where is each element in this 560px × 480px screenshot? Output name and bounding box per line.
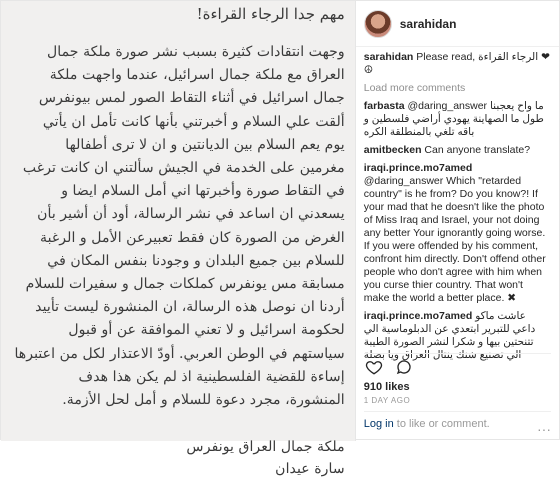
- comment-username[interactable]: sarahidan: [363, 51, 414, 63]
- note-signature: [15, 436, 345, 480]
- note-line: مسابقة مس يونفرس كملكات جمال و سفيرات للسلام: [25, 276, 345, 293]
- signature-line: ملكة جمال العراق يونفرس: [186, 439, 345, 456]
- comment-text: عاشت ماكو داعي للتبرير ابتعدي عن الدبلوماسية الي تتنحتين بيها و شكرا لنشر الصورة الطيبة الي تصنيع شنك ينتال العراق ويا بصلة: [363, 310, 536, 361]
- avatar[interactable]: [364, 10, 392, 38]
- note-line: أردنا ان نوصل هذه الرسالة، ان المنشورة ليست تأييد: [35, 299, 345, 316]
- note-line: الغرض من الصورة كان فقط تعبيرعن الأمل و الرغبة: [39, 229, 345, 246]
- note-line: يوم يعم السلام بين الديانتين و ان لا ترى أطفالها: [65, 136, 345, 153]
- comment-username[interactable]: amitbecken: [363, 144, 422, 156]
- comment-text: Please read, الرجاء القراءة ❤☮: [363, 51, 550, 76]
- note-line: وجهت انتقادات كثيرة بسبب نشر صورة ملكة جمال: [46, 44, 345, 60]
- comment: [364, 100, 551, 139]
- note-line: سياستهم في الوطن العربي. أودّ الاعتذار لكل من اعتبرها: [14, 345, 345, 362]
- username[interactable]: sarahidan: [399, 16, 457, 31]
- note-line: العراق مع ملكة جمال اسرائيل، عندما واجهت ملكة: [49, 67, 345, 84]
- comment-text: Can anyone translate?: [421, 144, 531, 156]
- comment-text: @daring_answer Which "retarded country" is he from? Do you know?! If your mad that he doesn't like the photo of Miss Iraq and Israel, your not doing any better Your ignorantly going worse. If you were offended by his comment, confront him directly. Don't offend other people who don't agree with him when you curse thier country. That won't make the world a better place. ✖: [363, 175, 546, 304]
- note-line: مغرمين على الخدمة في الجيش سألتني ان كانت ترغب: [22, 160, 345, 177]
- comment-icon[interactable]: [394, 357, 414, 377]
- comment-username[interactable]: farbasta: [363, 100, 405, 112]
- more-options-icon[interactable]: ···: [537, 421, 551, 437]
- note-heading: مهم جدا الرجاء القراءة!: [196, 5, 345, 23]
- heart-icon[interactable]: [364, 357, 384, 377]
- note-line: لحكومة اسرائيل و لا تعني الموافقة عن أو قبول: [68, 322, 345, 339]
- post-date: 1 DAY AGO: [363, 396, 411, 405]
- arabic-note: [14, 3, 345, 478]
- note-line: ألقت علي السلام و أخبرتني بأنها كانت تأمل ان يأتي: [42, 113, 345, 130]
- likes-count: 910 likes: [363, 381, 410, 393]
- note-line: يسعدني ان اساعد في نشر الرسالة، أود أن أشير بأن: [37, 206, 345, 223]
- note-line: للسلام بين جميع البلدان و وجودنا بنفس المكان في: [47, 252, 345, 269]
- action-bar: [364, 353, 551, 375]
- signature-line: سارة عيدان: [275, 461, 345, 478]
- login-prompt: [364, 411, 551, 430]
- comment-username[interactable]: iraqi.prince.mo7amed: [363, 162, 473, 174]
- note-line: في التقاط صورة وأخبرتها اني أمل السلام ايضا و: [61, 183, 345, 200]
- post-header: [356, 1, 559, 47]
- load-more-comments-link[interactable]: Load more comments: [363, 82, 466, 94]
- comment: [364, 162, 551, 305]
- login-text: to like or comment.: [393, 418, 490, 430]
- login-link[interactable]: Log in: [363, 418, 394, 430]
- post-image[interactable]: [1, 1, 356, 478]
- comments-list: [356, 51, 559, 361]
- comment: [364, 144, 551, 157]
- comment-text: @daring_answer ما واح يعجبنا طول ما الصهاينة يهودي أراضي فلسطين و باقه تلغي بالمنطلقة الكره: [363, 100, 544, 138]
- comment: [364, 51, 551, 77]
- note-body: [15, 41, 345, 412]
- note-line: إساءة للقضية الفلسطينية اذ لم يكن هذا هدف: [78, 368, 345, 385]
- note-line: جمال اسرائيل في أثناء التقاط الصور لمس بيونفرس: [38, 90, 345, 107]
- comment-username[interactable]: iraqi.prince.mo7amed: [363, 310, 473, 322]
- note-line: المنشورة، مجرد دعوة للسلام و أمل لحل الأزمة.: [62, 392, 345, 409]
- post-sidebar: [356, 1, 559, 441]
